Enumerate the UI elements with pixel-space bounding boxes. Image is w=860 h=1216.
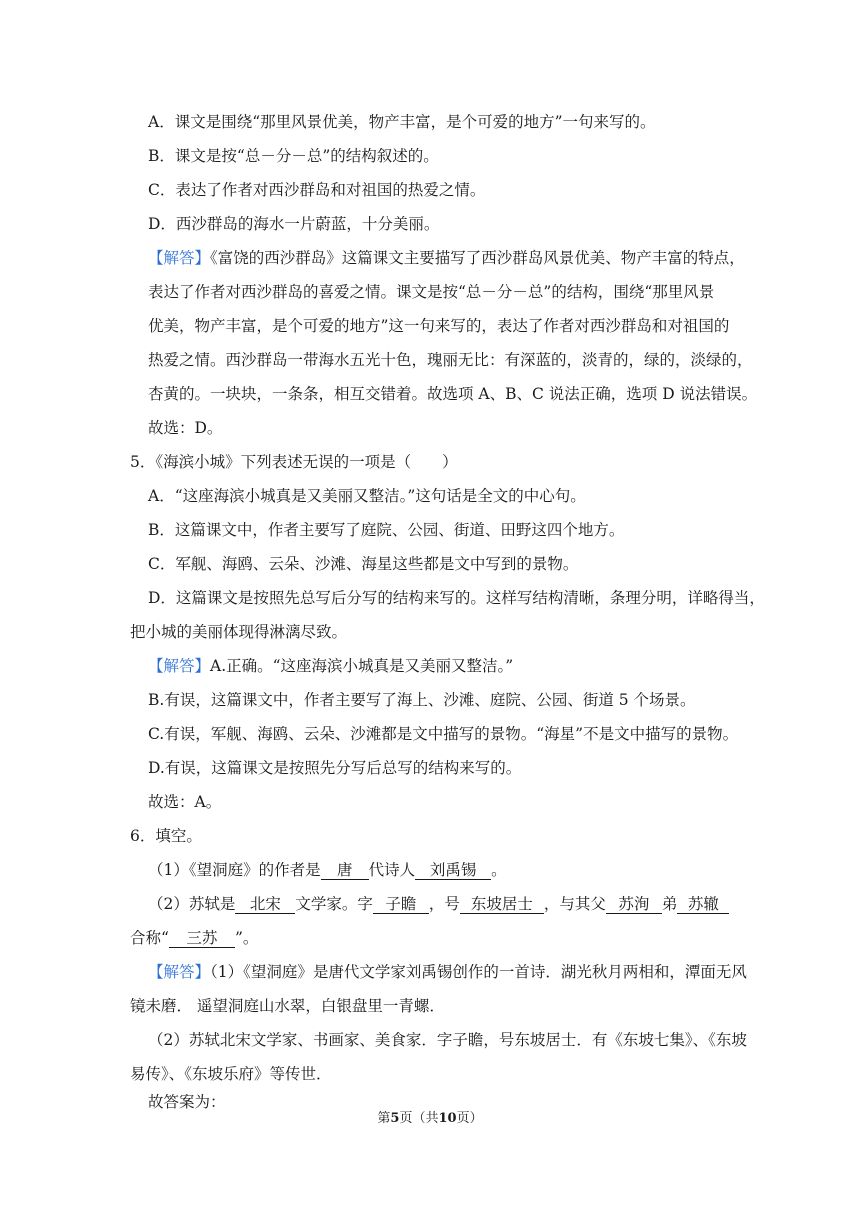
- q4-answer-final: 故选：D。: [148, 419, 223, 437]
- q6-answer-line-3: （2）苏轼北宋文学家、书画家、美食家．字子瞻，号东坡居士．有《东坡七集》、《东坡: [148, 1031, 747, 1049]
- q4-answer-line-2: 表达了作者对西沙群岛的喜爱之情。课文是按“总－分－总”的结构，围绕“那里风景: [148, 283, 715, 301]
- q4-option-c: C．表达了作者对西沙群岛和对祖国的热爱之情。: [148, 181, 486, 199]
- q4-option-a: A．课文是围绕“那里风景优美，物产丰富，是个可爱的地方”一句来写的。: [148, 113, 656, 131]
- q6-answer-final: 故答案为：: [148, 1093, 226, 1111]
- q5-stem: 5．《海滨小城》下列表述无误的一项是（ ）: [130, 453, 458, 471]
- q4-option-b: B．课文是按“总－分－总”的结构叙述的。: [148, 147, 439, 165]
- fill-blank: 子瞻: [373, 895, 429, 914]
- q5-option-b: B．这篇课文中，作者主要写了庭院、公园、街道、田野这四个地方。: [148, 521, 625, 539]
- q5-answer-b: B.有误，这篇课文中，作者主要写了海上、沙滩、庭院、公园、街道 5 个场景。: [148, 691, 696, 709]
- fill-blank: 东坡居士: [460, 895, 544, 914]
- answer-tag: 【解答】: [148, 963, 211, 981]
- page-total: 10: [438, 1111, 457, 1126]
- answer-tag: 【解答】: [148, 657, 211, 675]
- q4-answer-line-4: 热爱之情。西沙群岛一带海水五光十色，瑰丽无比：有深蓝的，淡青的，绿的，淡绿的，: [148, 351, 753, 369]
- fill-blank: 苏洵: [606, 895, 662, 914]
- q6-part-1: （1）《望洞庭》的作者是 唐 代诗人 刘禹锡 。: [148, 861, 507, 879]
- q5-answer-d: D.有误，这篇课文是按照先分写后总写的结构来写的。: [148, 759, 522, 777]
- q5-option-d-line-1: D．这篇课文是按照先总写后分写的结构来写的。这样写结构清晰，条理分明，详略得当，: [148, 589, 765, 607]
- q4-answer-line-1: 【解答】《富饶的西沙群岛》这篇课文主要描写了西沙群岛风景优美、物产丰富的特点，: [148, 249, 745, 267]
- fill-blank: 刘禹锡: [415, 861, 491, 880]
- q5-answer-a: 【解答】A.正确。“这座海滨小城真是又美丽又整洁。”: [148, 657, 514, 675]
- page-number: 5: [390, 1111, 400, 1126]
- q6-stem: 6．填空。: [130, 827, 202, 845]
- q5-option-c: C．军舰、海鸥、云朵、沙滩、海星这些都是文中写到的景物。: [148, 555, 579, 573]
- fill-blank: 唐: [321, 861, 369, 880]
- fill-blank: 北宋: [235, 895, 295, 914]
- fill-blank: 苏辙: [677, 895, 729, 914]
- q5-answer-c: C.有误，军舰、海鸥、云朵、沙滩都是文中描写的景物。“海星”不是文中描写的景物。: [148, 725, 739, 743]
- q6-answer-line-4: 易传》、《东坡乐府》等传世．: [130, 1065, 332, 1083]
- q6-part-2-line-2: 合称“ 三苏 ”。: [130, 929, 259, 947]
- q6-answer-line-1: 【解答】（1）《望洞庭》是唐代文学家刘禹锡创作的一首诗．湖光秋月两相和，潭面无风: [148, 963, 747, 981]
- fill-blank: 三苏: [169, 929, 235, 948]
- q6-answer-line-2: 镜未磨． 遥望洞庭山水翠，白银盘里一青螺．: [130, 997, 445, 1015]
- q5-answer-final: 故选：A。: [148, 793, 222, 811]
- q4-answer-line-3: 优美，物产丰富，是个可爱的地方”这一句来写的，表达了作者对西沙群岛和对祖国的: [148, 317, 730, 335]
- q4-option-d: D．西沙群岛的海水一片蔚蓝，十分美丽。: [148, 215, 440, 233]
- answer-tag: 【解答】: [148, 249, 211, 267]
- q5-option-a: A．“这座海滨小城真是又美丽又整洁。”这句话是全文的中心句。: [148, 487, 586, 505]
- q6-part-2-line-1: （2）苏轼是 北宋 文学家。字 子瞻 ，号 东坡居士 ，与其父 苏洵 弟 苏辙: [148, 894, 729, 914]
- page-footer: 第5页（共10页）: [377, 1111, 483, 1126]
- q4-answer-line-5: 杏黄的。一块块，一条条，相互交错着。故选项 A、B、C 说法正确，选项 D 说法错误。: [148, 385, 758, 403]
- q5-option-d-line-2: 把小城的美丽体现得淋漓尽致。: [130, 623, 348, 641]
